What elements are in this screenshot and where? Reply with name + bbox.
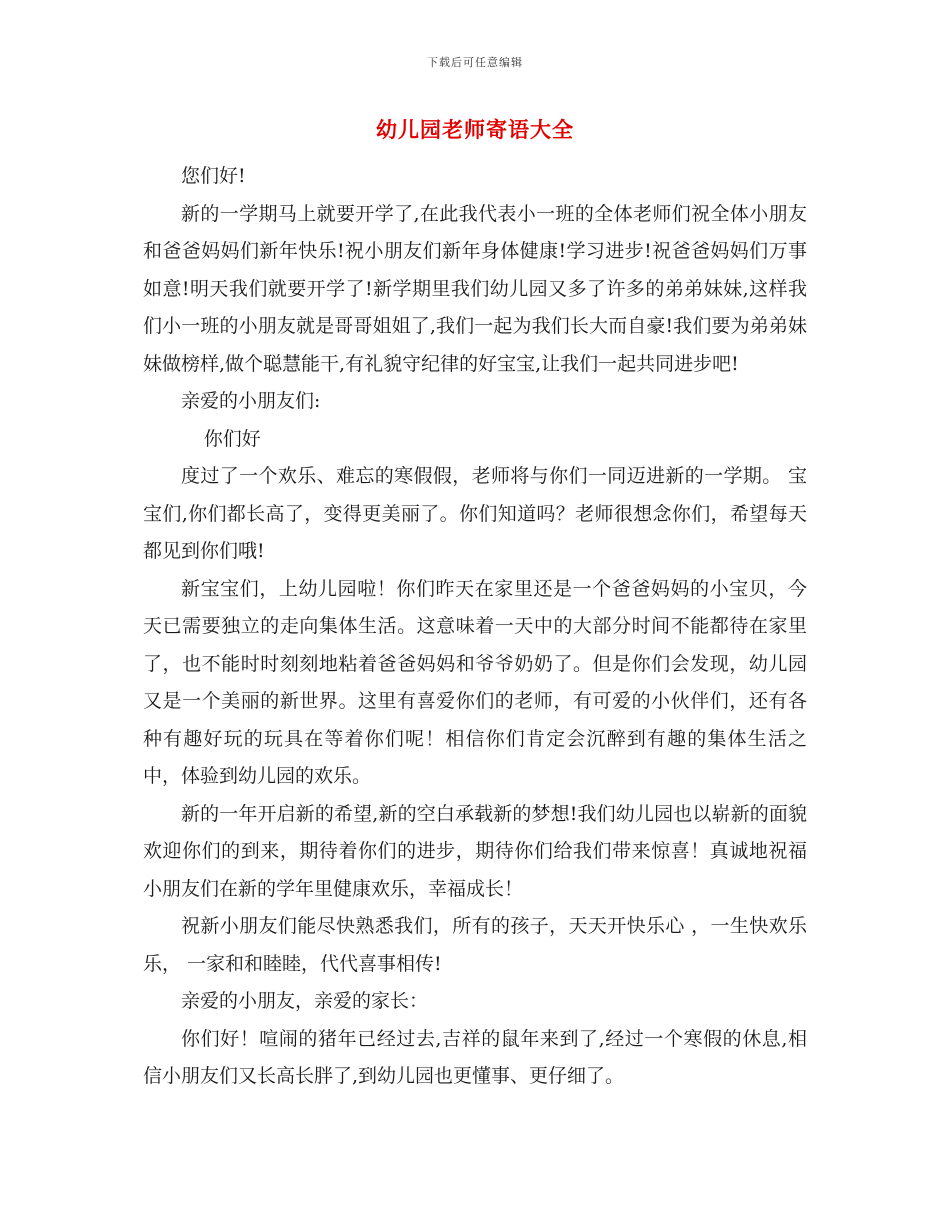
- paragraph-hello: 你们好: [203, 427, 261, 450]
- paragraph-greeting: 您们好!: [181, 165, 246, 187]
- header-note: 下载后可任意编辑: [427, 56, 523, 69]
- paragraph-dear-kids-parents: 亲爱的小朋友，亲爱的家长：: [181, 990, 429, 1012]
- paragraph-new-babies: 新宝宝们，上幼儿园啦！你们昨天在家里还是一个爸爸妈妈的小宝贝，今天已需要独立的走向集体生活。这意味着一天中的大部分时间不能都待在家里了，也不能时时刻刻地粘着爸爸妈妈和爷爷奶奶了。但是你们会发现，幼儿园又是一个美丽的新世界。这里有喜爱你们的老师，有可爱的小伙伴们，还有各种有趣好玩的玩具在等着你们呢！相信你们肯定会沉醉到有趣的集体生活之中，体验到幼儿园的欢乐。: [143, 577, 807, 787]
- paragraph-new-year-hope: 新的一年开启新的希望,新的空白承载新的梦想!我们幼儿园也以崭新的面貌欢迎你们的到来，期待着你们的进步，期待你们给我们带来惊喜！真诚地祝福小朋友们在新的学年里健康欢乐，幸福成长！: [143, 802, 807, 900]
- paragraph-blessing: 祝新小朋友们能尽快熟悉我们，所有的孩子，天天开快乐心 ，一生快欢乐乐， 一家和和睦睦，代代喜事相传!: [143, 915, 807, 975]
- paragraph-dear-kids: 亲爱的小朋友们:: [181, 390, 321, 412]
- document-title: 幼儿园老师寄语大全: [376, 117, 574, 142]
- paragraph-rat-year: 你们好！喧闹的猪年已经过去,吉祥的鼠年来到了,经过一个寒假的休息,相信小朋友们又长高长胖了,到幼儿园也更懂事、更仔细了。: [143, 1027, 807, 1087]
- paragraph-new-semester: 新的一学期马上就要开学了,在此我代表小一班的全体老师们祝全体小朋友和爸爸妈妈们新年快乐!祝小朋友们新年身体健康!学习进步!祝爸爸妈妈们万事如意!明天我们就要开学了!新学期里我们幼儿园又多了许多的弟弟妹妹,这样我们小一班的小朋友就是哥哥姐姐了,我们一起为我们长大而自豪!我们要为弟弟妹妹做榜样,做个聪慧能干,有礼貌守纪律的好宝宝,让我们一起共同进步吧!: [143, 202, 807, 375]
- document-body: [143, 158, 807, 1096]
- paragraph-winter-break: 度过了一个欢乐、难忘的寒假假，老师将与你们一同迈进新的一学期。 宝宝们,你们都长高了，变得更美丽了。你们知道吗？老师很想念你们，希望每天都见到你们哦!: [143, 465, 807, 562]
